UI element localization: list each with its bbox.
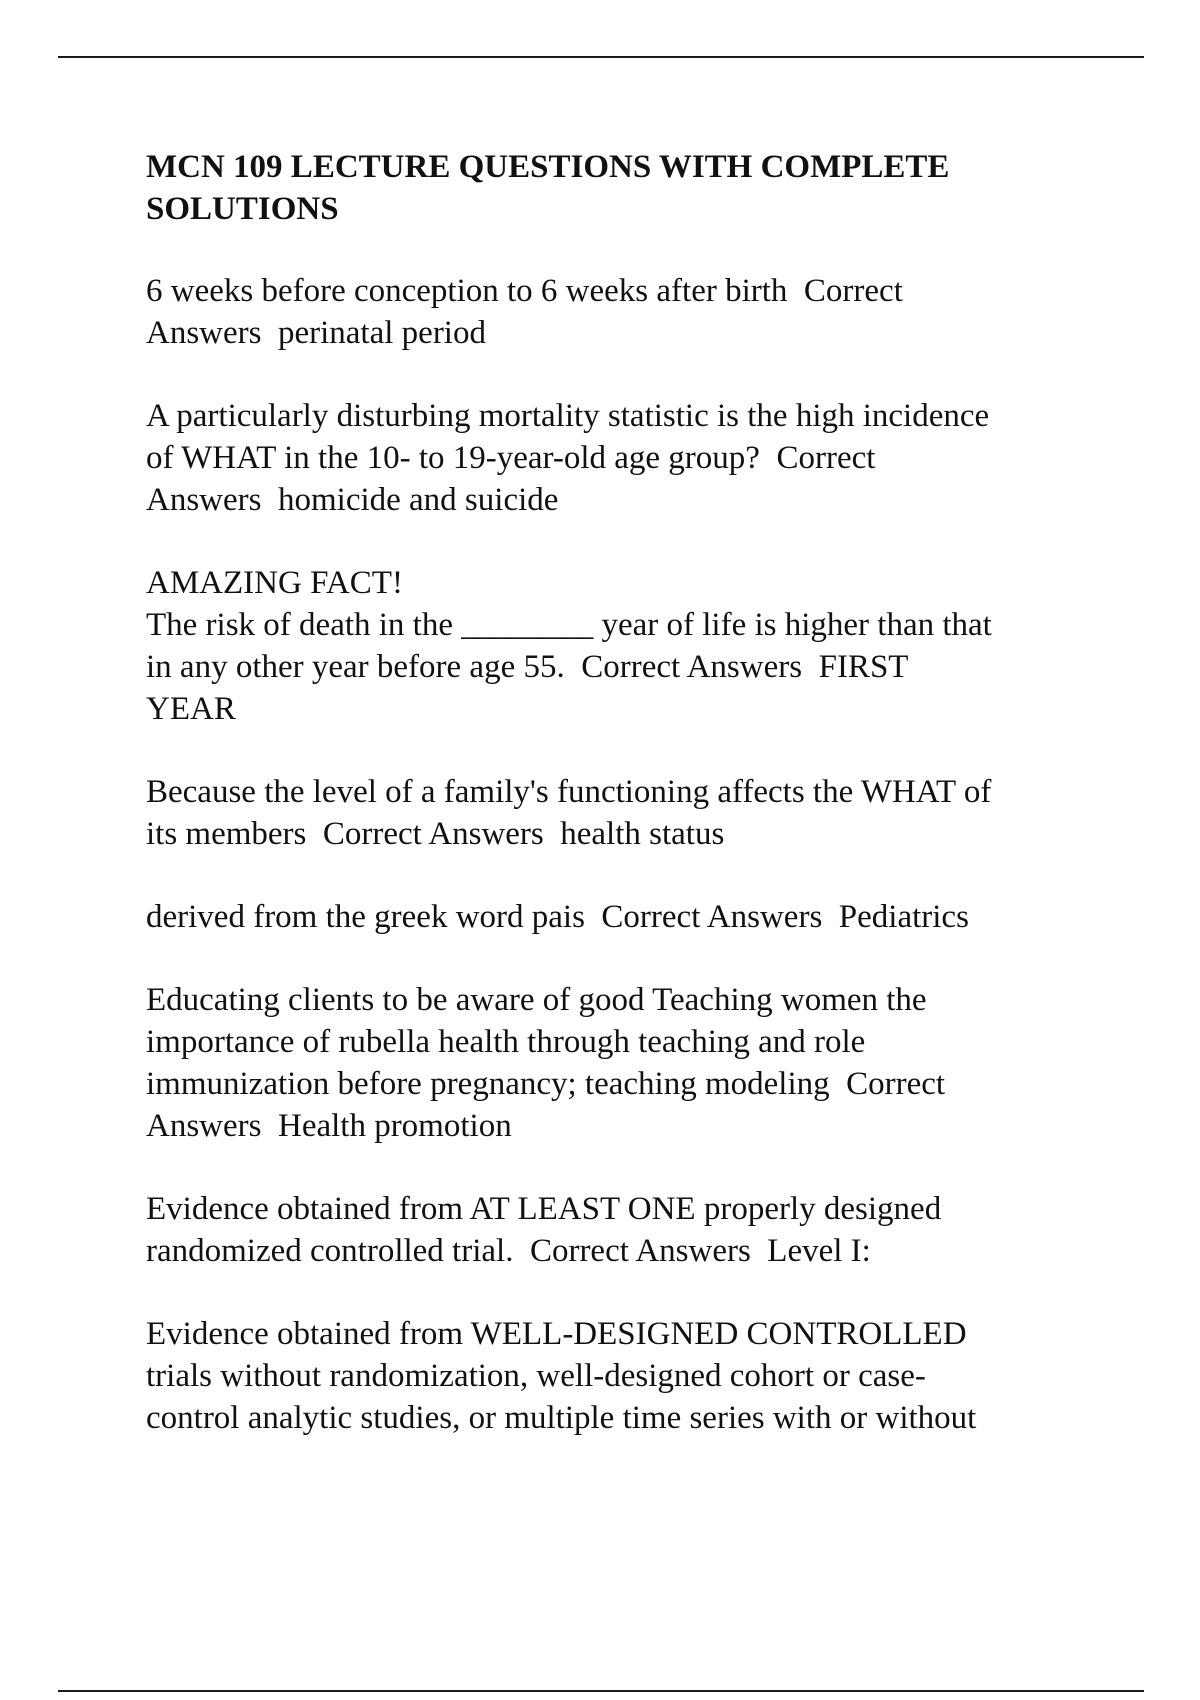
entry-line: 6 weeks before conception to 6 weeks after birth Correct bbox=[146, 273, 903, 309]
entry-line: YEAR bbox=[146, 691, 236, 727]
qa-entry bbox=[146, 979, 1086, 1147]
entry-line: of WHAT in the 10- to 19-year-old age group? Correct bbox=[146, 440, 876, 476]
entry-line: Educating clients to be aware of good Teaching women the bbox=[146, 982, 927, 1018]
entry-line: derived from the greek word pais Correct Answers Pediatrics bbox=[146, 899, 969, 935]
entry-line: Evidence obtained from AT LEAST ONE properly designed bbox=[146, 1191, 942, 1227]
entry-line: randomized controlled trial. Correct Answers Level I: bbox=[146, 1233, 871, 1269]
entry-line: Answers perinatal period bbox=[146, 315, 486, 351]
qa-entry bbox=[146, 270, 1086, 354]
entry-line: AMAZING FACT! bbox=[146, 565, 403, 601]
document-title bbox=[146, 146, 1086, 230]
entry-line: control analytic studies, or multiple time series with or without bbox=[146, 1400, 977, 1436]
qa-entry bbox=[146, 896, 1086, 938]
document-body bbox=[146, 146, 1086, 1480]
qa-entry bbox=[146, 1313, 1086, 1439]
entry-line: The risk of death in the ________ year of life is higher than that bbox=[146, 607, 992, 643]
title-line: MCN 109 LECTURE QUESTIONS WITH COMPLETE bbox=[146, 149, 950, 185]
entry-line: importance of rubella health through teaching and role bbox=[146, 1024, 866, 1060]
entry-line: Because the level of a family's functioning affects the WHAT of bbox=[146, 774, 992, 810]
qa-entry bbox=[146, 395, 1086, 521]
entry-line: in any other year before age 55. Correct Answers FIRST bbox=[146, 649, 909, 685]
entry-line: its members Correct Answers health status bbox=[146, 816, 725, 852]
entry-line: trials without randomization, well-designed cohort or case- bbox=[146, 1358, 926, 1394]
qa-entry bbox=[146, 562, 1086, 730]
entry-line: Answers homicide and suicide bbox=[146, 482, 559, 518]
footer-rule bbox=[58, 1690, 1144, 1692]
header-rule bbox=[58, 56, 1144, 58]
entry-line: A particularly disturbing mortality statistic is the high incidence bbox=[146, 398, 990, 434]
qa-entry bbox=[146, 771, 1086, 855]
qa-entry bbox=[146, 1188, 1086, 1272]
title-line: SOLUTIONS bbox=[146, 191, 339, 227]
entry-line: immunization before pregnancy; teaching modeling Correct bbox=[146, 1066, 946, 1102]
entry-line: Answers Health promotion bbox=[146, 1108, 512, 1144]
entry-line: Evidence obtained from WELL-DESIGNED CONTROLLED bbox=[146, 1316, 967, 1352]
